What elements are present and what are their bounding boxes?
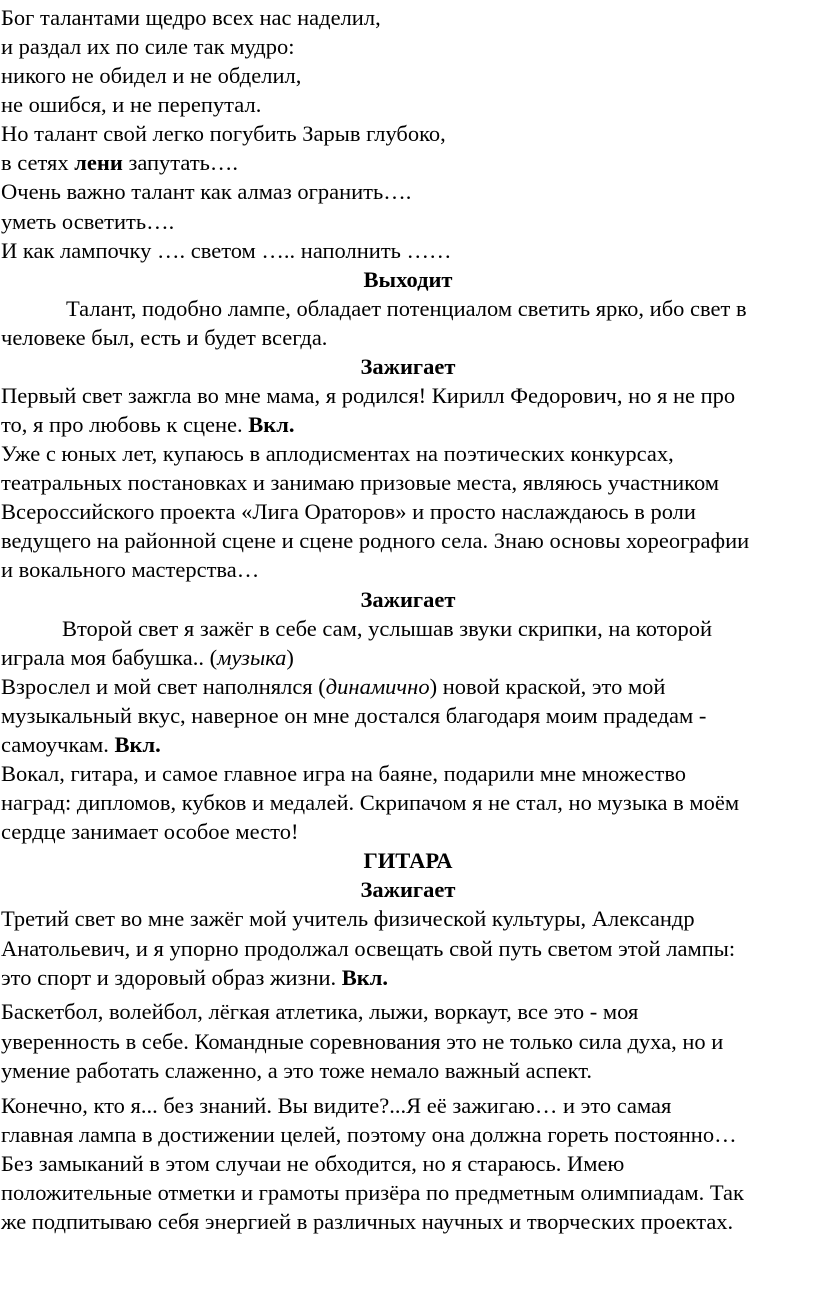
knowledge-paragraph-line: положительные отметки и грамоты призёра по предметным олимпиадам. Так <box>1 1180 744 1205</box>
first-light-line <box>1 409 295 440</box>
text-run: запутать…. <box>122 150 239 175</box>
text-run: Взрослел и мой свет наполнялся ( <box>1 674 326 699</box>
poem-line: не ошибся, и не перепутал. <box>1 92 262 117</box>
text-run: самоучкам. <box>1 732 115 757</box>
stage-paragraph-line: Всероссийского проекта «Лига Ораторов» и просто наслаждаюсь в роли <box>1 499 696 524</box>
poem-line: Бог талантами щедро всех нас наделил, <box>1 5 381 30</box>
stage-direction-exits: Выходит <box>363 267 453 292</box>
text-run: ) новой краской, это мой <box>429 674 666 699</box>
third-light-line <box>1 962 388 993</box>
italic-word: музыка <box>217 645 287 670</box>
intro-line: человеке был, есть и будет всегда. <box>1 325 328 350</box>
music-paragraph-line: наград: дипломов, кубков и медалей. Скрипачом я не стал, но музыка в моём <box>1 790 740 815</box>
knowledge-paragraph-line: Без замыканий в этом случаи не обходится, но я стараюсь. Имею <box>1 1151 625 1176</box>
third-light-line: Анатольевич, и я упорно продолжал освещать свой путь светом этой лампы: <box>1 936 736 961</box>
bold-word: лени <box>74 150 123 175</box>
stage-paragraph-line: и вокального мастерства… <box>1 557 260 582</box>
on-label: Вкл. <box>114 732 161 757</box>
music-paragraph-line: Вокал, гитара, и самое главное игра на баяне, подарили мне множество <box>1 761 687 786</box>
stage-paragraph-line: Уже с юных лет, купаюсь в аплодисментах на поэтических конкурсах, <box>1 441 674 466</box>
text-run: играла моя бабушка.. ( <box>1 645 218 670</box>
text-run: то, я про любовь к сцене. <box>1 412 249 437</box>
music-paragraph-line: сердце занимает особое место! <box>1 819 299 844</box>
stage-direction-lights: Зажигает <box>360 587 456 612</box>
text-run: это спорт и здоровый образ жизни. <box>1 965 342 990</box>
second-light-line <box>1 642 294 673</box>
stage-direction-lights: Зажигает <box>360 354 456 379</box>
knowledge-paragraph-line: главная лампа в достижении целей, поэтому она должна гореть постоянно… <box>1 1122 737 1147</box>
second-light-line <box>1 671 665 702</box>
sport-paragraph-line: умение работать слаженно, а это тоже немало важный аспект. <box>1 1058 593 1083</box>
text-run: ) <box>286 645 294 670</box>
second-light-line: Второй свет я зажёг в себе сам, услышав звуки скрипки, на которой <box>62 616 713 641</box>
poem-line: Но талант свой легко погубить Зарыв глубоко, <box>1 121 446 146</box>
sport-paragraph-line: уверенность в себе. Командные соревнования это не только сила духа, но и <box>1 1029 724 1054</box>
poem-line: и раздал их по силе так мудро: <box>1 34 295 59</box>
intro-line: Талант, подобно лампе, обладает потенциалом светить ярко, ибо свет в <box>66 296 747 321</box>
second-light-line <box>1 729 161 760</box>
poem-line: Очень важно талант как алмаз огранить…. <box>1 179 412 204</box>
on-label: Вкл. <box>248 412 295 437</box>
poem-line: уметь осветить…. <box>1 209 175 234</box>
second-light-line: музыкальный вкус, наверное он мне достался благодаря моим прадедам - <box>1 703 707 728</box>
on-label: Вкл. <box>341 965 388 990</box>
stage-paragraph-line: театральных постановках и занимаю призовые места, являюсь участником <box>1 470 720 495</box>
italic-word: динамично <box>325 674 430 699</box>
poem-line: никого не обидел и не обделил, <box>1 63 302 88</box>
poem-line <box>1 147 238 178</box>
stage-paragraph-line: ведущего на районной сцене и сцене родного села. Знаю основы хореографии <box>1 528 750 553</box>
knowledge-paragraph-line: Конечно, кто я... без знаний. Вы видите?...Я её зажигаю… и это самая <box>1 1093 672 1118</box>
third-light-line: Третий свет во мне зажёг мой учитель физической культуры, Александр <box>1 906 695 931</box>
sport-paragraph-line: Баскетбол, волейбол, лёгкая атлетика, лыжи, воркаут, все это - моя <box>1 999 639 1024</box>
poem-line: И как лампочку …. светом ….. наполнить …… <box>1 238 452 263</box>
stage-direction-guitar: ГИТАРА <box>363 848 453 873</box>
text-run: в сетях <box>1 150 75 175</box>
knowledge-paragraph-line: же подпитываю себя энергией в различных научных и творческих проектах. <box>1 1209 734 1234</box>
stage-direction-lights: Зажигает <box>360 877 456 902</box>
first-light-line: Первый свет зажгла во мне мама, я родился! Кирилл Федорович, но я не про <box>1 383 736 408</box>
